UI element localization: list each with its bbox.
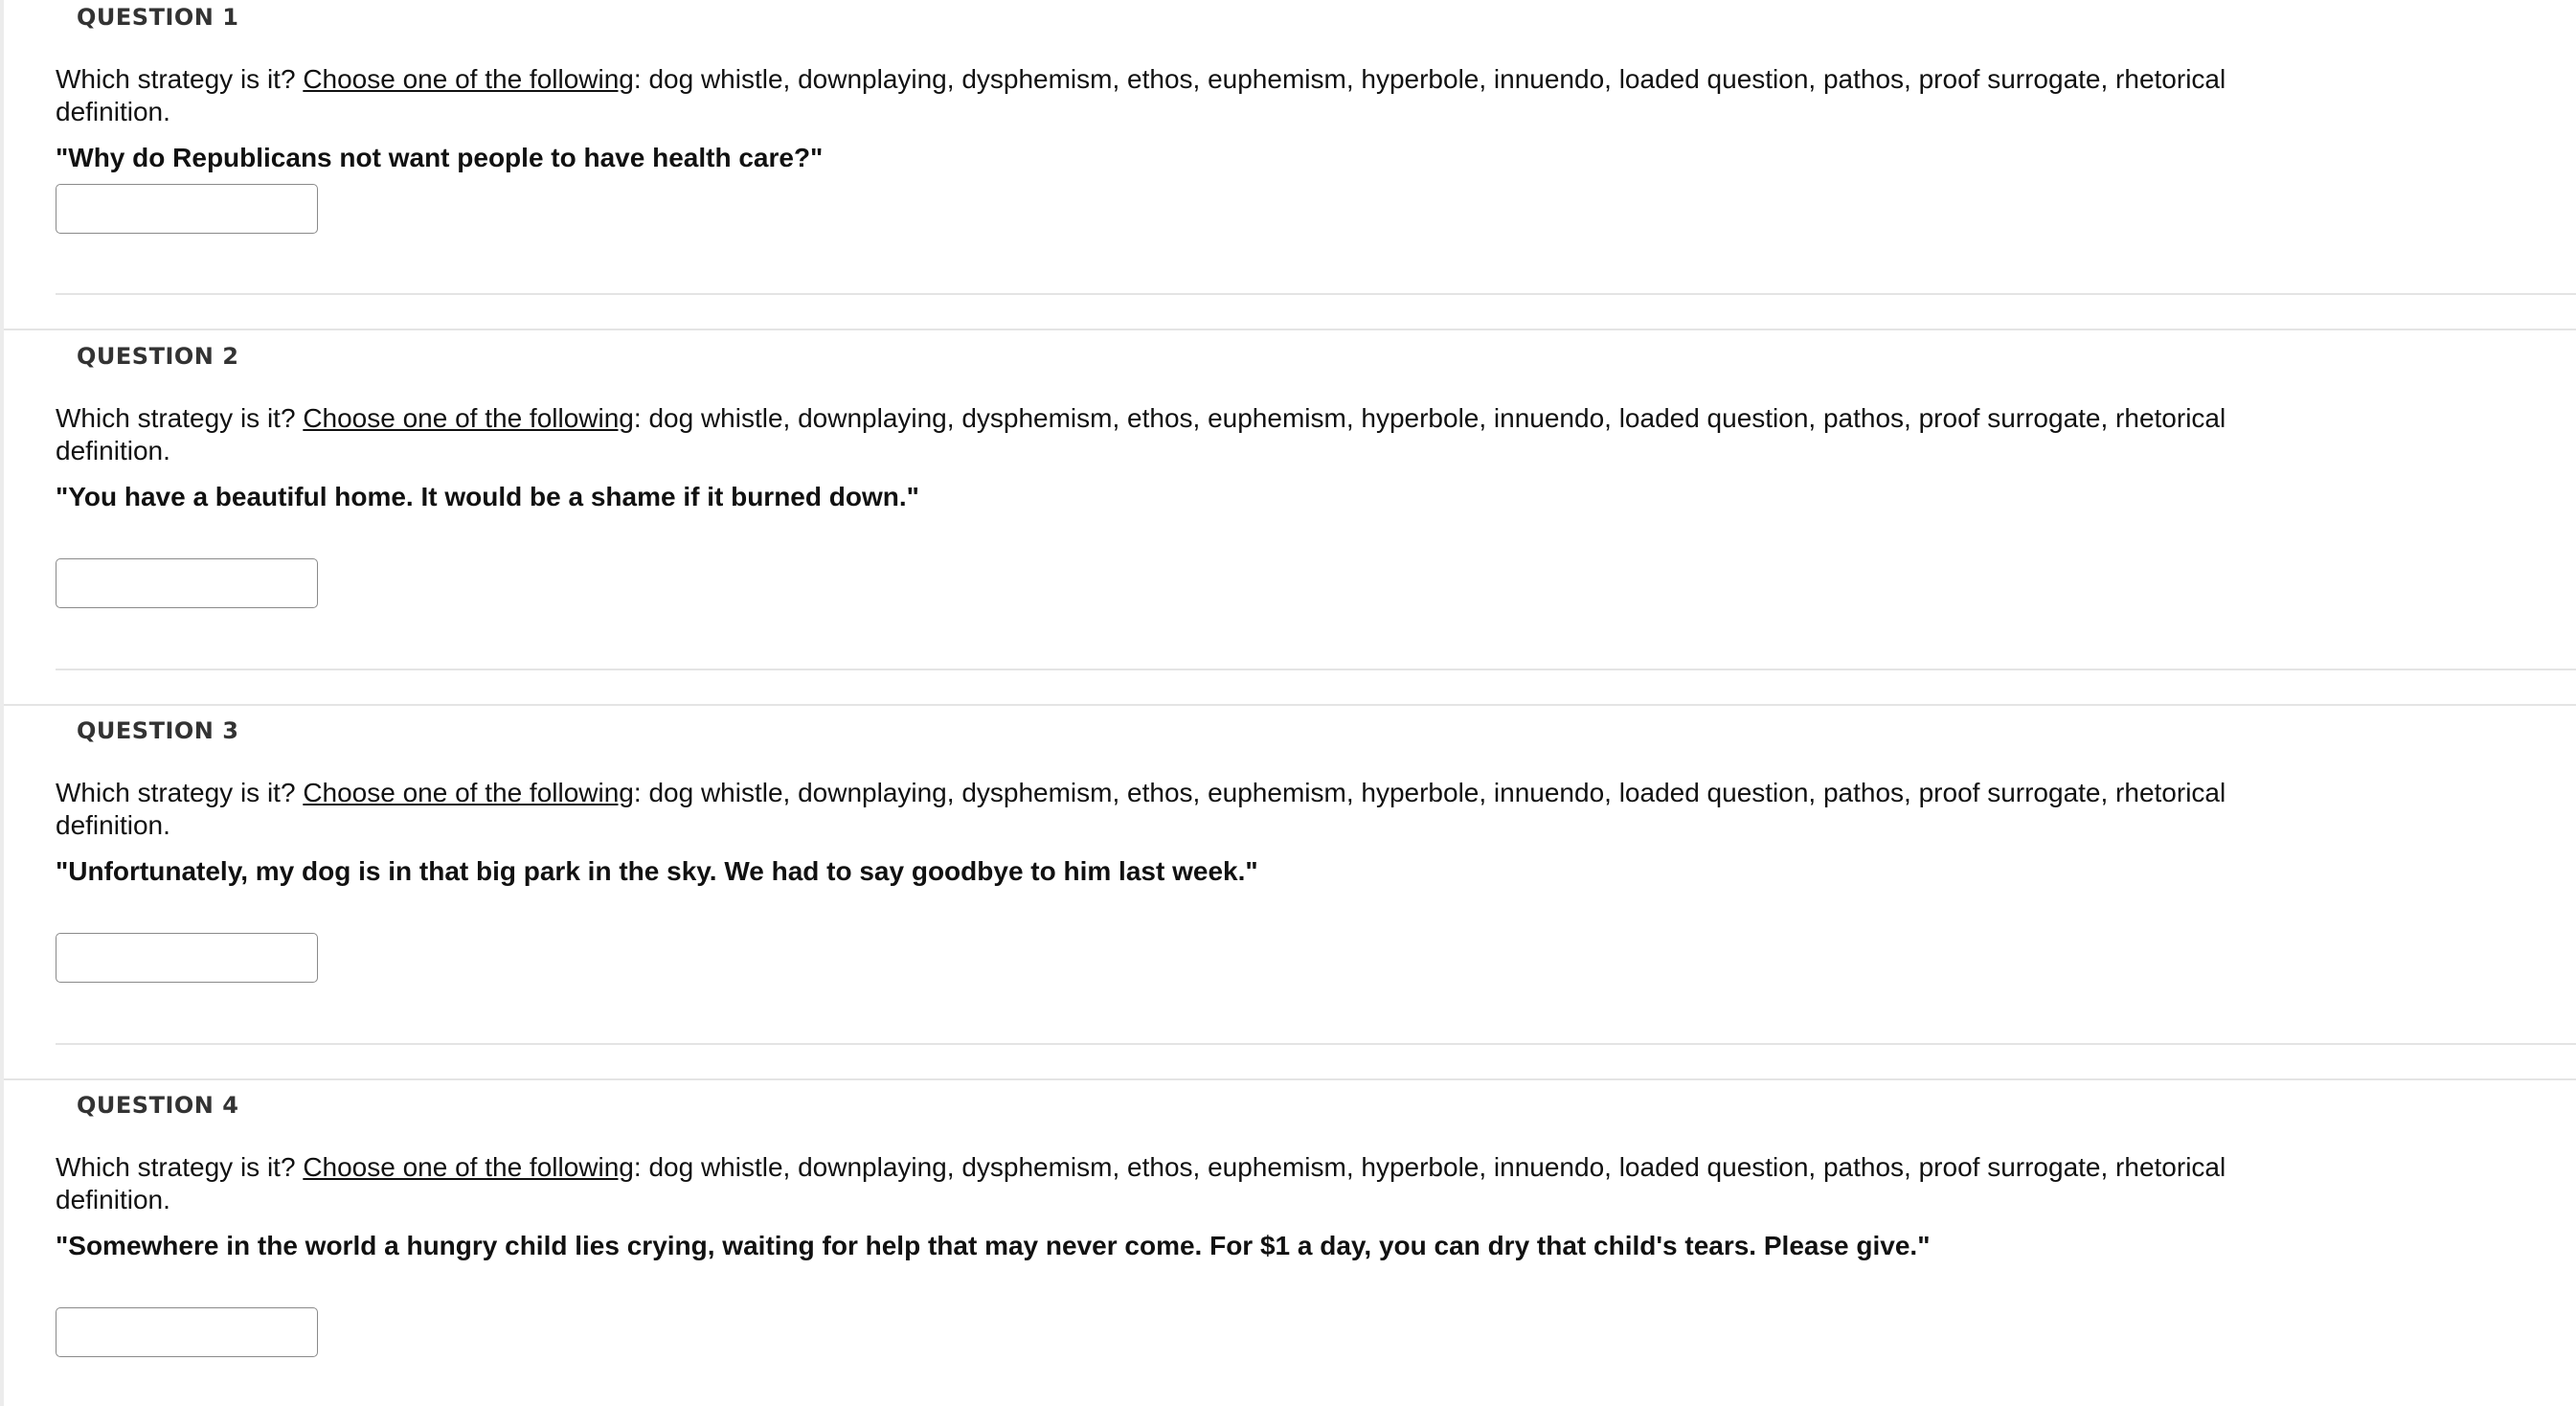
- question-quote: "You have a beautiful home. It would be a shame if it burned down.": [56, 482, 919, 511]
- question-separator: [4, 329, 2576, 330]
- question-2: [0, 339, 2576, 677]
- choose-label: Choose one of the following: [303, 403, 634, 433]
- choose-label: Choose one of the following: [303, 778, 634, 807]
- answer-input[interactable]: [56, 558, 318, 608]
- question-4: [0, 1088, 2576, 1406]
- question-1: [0, 0, 2576, 338]
- question-divider: [56, 1043, 2576, 1045]
- question-prompt: [56, 63, 2316, 128]
- question-quote: "Unfortunately, my dog is in that big park in the sky. We had to say goodbye to him last week.": [56, 856, 1258, 886]
- prompt-options: : dog whistle, downplaying, dysphemism, ethos, euphemism, hyperbole, innuendo, loaded question, pathos, proof surrogate, rhetorical definition.: [56, 1152, 2226, 1214]
- question-prompt: [56, 1151, 2316, 1216]
- question-divider: [56, 669, 2576, 670]
- question-header: QUESTION 1: [77, 4, 239, 31]
- choose-label: Choose one of the following: [303, 1152, 634, 1182]
- question-prompt: [56, 777, 2316, 842]
- prompt-lead: Which strategy is it?: [56, 778, 304, 807]
- question-header: QUESTION 4: [77, 1092, 239, 1119]
- answer-input[interactable]: [56, 184, 318, 234]
- prompt-options: : dog whistle, downplaying, dysphemism, ethos, euphemism, hyperbole, innuendo, loaded question, pathos, proof surrogate, rhetorical definition.: [56, 403, 2226, 465]
- question-3: [0, 714, 2576, 1052]
- prompt-options: : dog whistle, downplaying, dysphemism, ethos, euphemism, hyperbole, innuendo, loaded question, pathos, proof surrogate, rhetorical definition.: [56, 64, 2226, 126]
- question-quote: "Why do Republicans not want people to have health care?": [56, 143, 824, 172]
- question-separator: [4, 704, 2576, 706]
- question-quote: "Somewhere in the world a hungry child lies crying, waiting for help that may never come. For $1 a day, you can dry that child's tears. Please give.": [56, 1231, 1931, 1260]
- question-header: QUESTION 2: [77, 343, 239, 370]
- prompt-lead: Which strategy is it?: [56, 64, 304, 94]
- choose-label: Choose one of the following: [303, 64, 634, 94]
- answer-input[interactable]: [56, 933, 318, 983]
- prompt-options: : dog whistle, downplaying, dysphemism, ethos, euphemism, hyperbole, innuendo, loaded question, pathos, proof surrogate, rhetorical definition.: [56, 778, 2226, 840]
- question-header: QUESTION 3: [77, 717, 239, 744]
- question-divider: [56, 293, 2576, 295]
- question-separator: [4, 1078, 2576, 1080]
- prompt-lead: Which strategy is it?: [56, 1152, 304, 1182]
- question-prompt: [56, 402, 2316, 467]
- prompt-lead: Which strategy is it?: [56, 403, 304, 433]
- answer-input[interactable]: [56, 1307, 318, 1357]
